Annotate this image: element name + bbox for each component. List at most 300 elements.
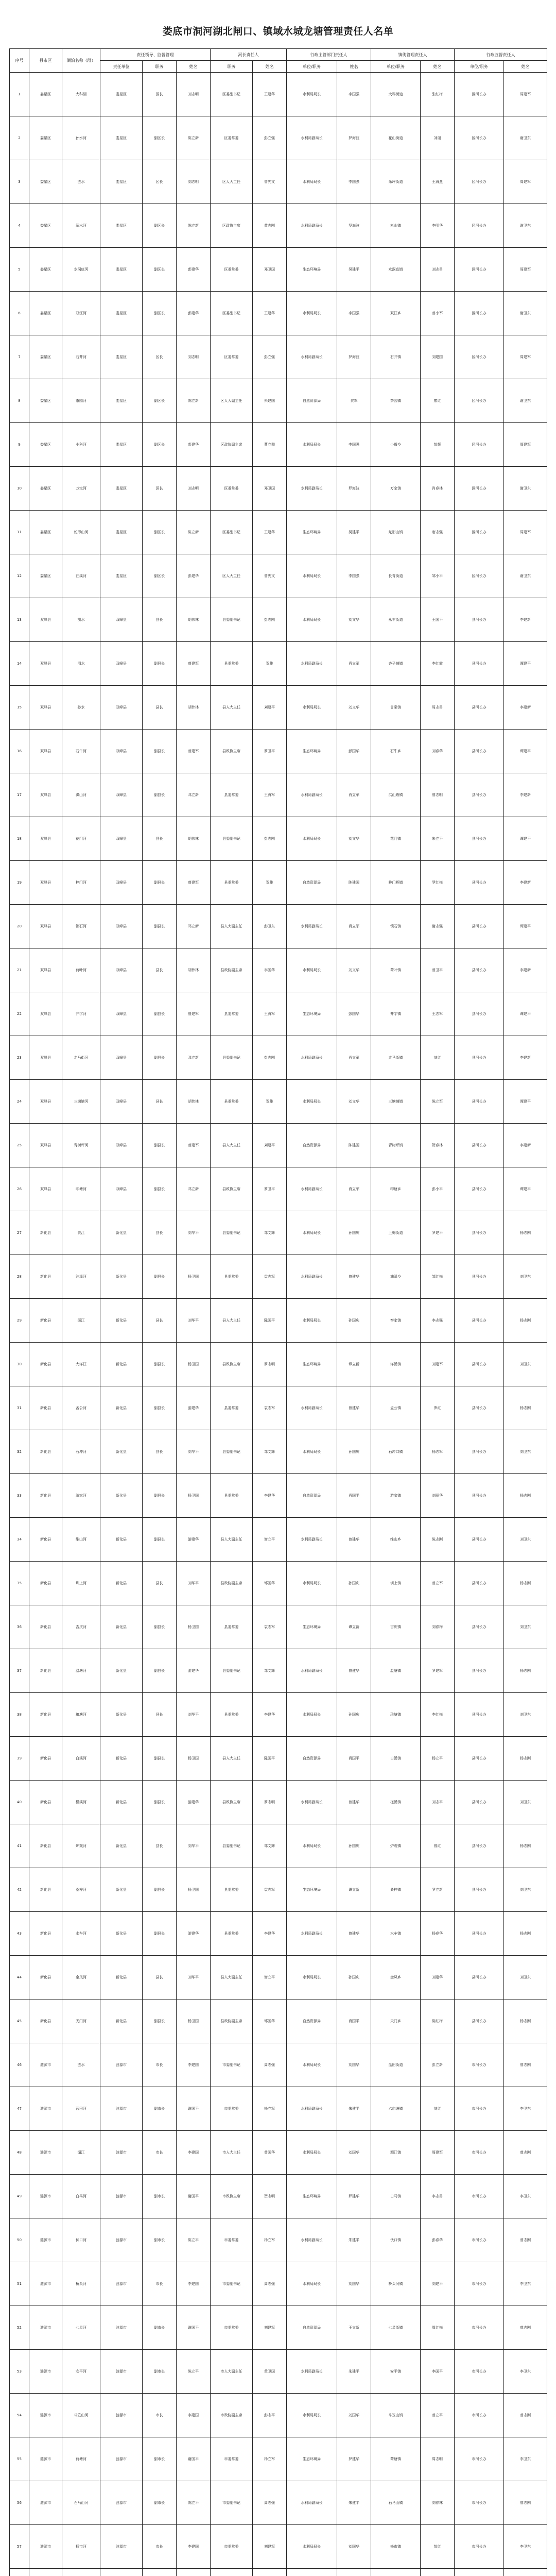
dept-unit-cell: 生态环境局 <box>287 511 337 554</box>
supervisor-name-cell: 谢卫东 <box>504 379 547 423</box>
table-row <box>10 1781 547 1824</box>
town-name-cell: 肖春林 <box>421 467 455 511</box>
town-unit-cell: 杉山镇 <box>371 204 421 248</box>
dept-unit-cell: 水利局局长 <box>287 2525 337 2569</box>
leader-name-cell: 李建国 <box>177 2043 211 2087</box>
responsible-unit-cell: 娄星区 <box>100 511 143 554</box>
river-chief-title-cell: 县委副书记 <box>211 1824 253 1868</box>
river-chief-title-cell: 县委常委 <box>211 1080 253 1124</box>
table-row <box>10 1167 547 1211</box>
river-chief-title-cell: 县政协主席 <box>211 1781 253 1824</box>
table-row <box>10 1124 547 1167</box>
dept-name-cell: 罗海波 <box>337 204 371 248</box>
row-number: 20 <box>10 905 29 948</box>
town-unit-cell: 白溪镇 <box>371 1737 421 1781</box>
river-chief-title-cell <box>211 2569 253 2576</box>
county-cell: 涟源市 <box>29 2481 62 2525</box>
river-chief-title-cell: 县委常委 <box>211 642 253 686</box>
town-name-cell: 张红梅 <box>421 73 455 116</box>
town-name-cell: 李志强 <box>421 1299 455 1343</box>
supervisor-name-cell: 周建军 <box>504 73 547 116</box>
county-cell: 新化县 <box>29 1518 62 1562</box>
leader-title-cell: 区长 <box>143 335 177 379</box>
table-row <box>10 1737 547 1781</box>
supervisor-unit-cell: 市河长办 <box>455 2437 504 2481</box>
dept-name-cell: 肖立军 <box>337 905 371 948</box>
responsible-unit-cell: 新化县 <box>100 1299 143 1343</box>
lake-name-cell: 油溪河 <box>62 1255 100 1299</box>
river-chief-name-cell: 袁志军 <box>253 1255 287 1299</box>
table-row <box>10 511 547 554</box>
supervisor-unit-cell: 区河长办 <box>455 511 504 554</box>
town-name-cell: 刘建国 <box>421 335 455 379</box>
lake-name-cell: 白溪河 <box>62 1737 100 1781</box>
supervisor-name-cell: 杨志刚 <box>504 1824 547 1868</box>
leader-name-cell: 彭建华 <box>177 423 211 467</box>
leader-name-cell: 邓立新 <box>177 1036 211 1080</box>
leader-name-cell: 陈立新 <box>177 204 211 248</box>
leader-title-cell: 区长 <box>143 467 177 511</box>
town-unit-cell: 青树坪镇 <box>371 1124 421 1167</box>
dept-unit-cell: 自然资源局 <box>287 861 337 905</box>
dept-name-cell: 刘国华 <box>337 2262 371 2306</box>
river-chief-name-cell: 朱建国 <box>253 379 287 423</box>
river-chief-name-cell: 袁志军 <box>253 1605 287 1649</box>
dept-unit-cell: 生态环境局 <box>287 1605 337 1649</box>
dept-unit-cell: 水利局副局长 <box>287 1386 337 1430</box>
county-cell: 双峰县 <box>29 861 62 905</box>
dept-unit-cell: 水利局副局长 <box>287 642 337 686</box>
river-chief-title-cell: 县委副书记 <box>211 817 253 861</box>
county-cell: 双峰县 <box>29 1124 62 1167</box>
river-chief-name-cell: 刘建平 <box>253 686 287 730</box>
supervisor-unit-cell: 区河长办 <box>455 160 504 204</box>
lake-name-cell: 安平河 <box>62 2350 100 2394</box>
river-chief-title-cell: 县委副书记 <box>211 1430 253 1474</box>
leader-title-cell: 副县长 <box>143 773 177 817</box>
table-body <box>10 73 547 2576</box>
town-unit-cell: 小碧乡 <box>371 423 421 467</box>
leader-name-cell: 邓立新 <box>177 905 211 948</box>
leader-name-cell: 陈立新 <box>177 116 211 160</box>
town-name-cell: 杨春华 <box>421 1912 455 1956</box>
supervisor-unit-cell: 县河长办 <box>455 1255 504 1299</box>
leader-title-cell: 副县长 <box>143 861 177 905</box>
supervisor-unit-cell: 县河长办 <box>455 1562 504 1605</box>
table-row <box>10 423 547 467</box>
county-cell: 涟源市 <box>29 2262 62 2306</box>
dept-unit-cell: 生态环境局 <box>287 2175 337 2218</box>
row-number: 54 <box>10 2394 29 2437</box>
river-chief-name-cell: 王海军 <box>253 773 287 817</box>
river-chief-name-cell: 周志强 <box>253 2481 287 2525</box>
supervisor-name-cell: 曾志刚 <box>504 2043 547 2087</box>
county-cell: 新化县 <box>29 1343 62 1386</box>
river-chief-title-cell: 县政协主席 <box>211 1343 253 1386</box>
lake-name-cell: 青树坪河 <box>62 1124 100 1167</box>
supervisor-unit-cell: 县河长办 <box>455 1737 504 1781</box>
leader-title-cell: 副区长 <box>143 248 177 292</box>
row-number: 11 <box>10 511 29 554</box>
table-row <box>10 905 547 948</box>
leader-name-cell: 谢国平 <box>177 2306 211 2350</box>
lake-name-cell: 石井河 <box>62 335 100 379</box>
leader-title-cell: 副县长 <box>143 1386 177 1430</box>
river-chief-title-cell: 县委常委 <box>211 992 253 1036</box>
dept-unit-cell: 水利局副局长 <box>287 1649 337 1693</box>
lake-name-cell: 游家河 <box>62 1474 100 1518</box>
lake-name-cell: 圳上河 <box>62 1562 100 1605</box>
leader-title-cell: 副县长 <box>143 992 177 1036</box>
responsible-unit-cell: 娄星区 <box>100 73 143 116</box>
supervisor-unit-cell: 市河长办 <box>455 2175 504 2218</box>
supervisor-unit-cell: 县河长办 <box>455 1474 504 1518</box>
river-chief-title-cell: 区委常委 <box>211 248 253 292</box>
dept-unit-cell: 水利局副局长 <box>287 1912 337 1956</box>
responsible-unit-cell: 新化县 <box>100 1562 143 1605</box>
responsible-unit-cell: 新化县 <box>100 1518 143 1562</box>
town-name-cell: 周志勇 <box>421 686 455 730</box>
supervisor-name-cell: 刘卫东 <box>504 1255 547 1299</box>
town-unit-cell: 石冲口镇 <box>371 1430 421 1474</box>
table-row <box>10 1649 547 1693</box>
lake-name-cell: 茶园河 <box>62 379 100 423</box>
county-cell <box>29 2569 62 2576</box>
supervisor-name-cell: 谢卫东 <box>504 292 547 335</box>
lake-name-cell: 梓门河 <box>62 861 100 905</box>
row-number: 23 <box>10 1036 29 1080</box>
town-name-cell: 周红梅 <box>421 2306 455 2350</box>
supervisor-name-cell: 曾志刚 <box>504 2306 547 2350</box>
lake-name-cell: 湄江 <box>62 2131 100 2175</box>
row-number: 56 <box>10 2481 29 2525</box>
leader-name-cell: 彭建华 <box>177 248 211 292</box>
supervisor-name-cell: 李建新 <box>504 1124 547 1167</box>
supervisor-unit-cell: 县河长办 <box>455 1518 504 1562</box>
header-group-e: 行政监督责任人 <box>455 49 547 61</box>
dept-name-cell: 孙国庆 <box>337 1299 371 1343</box>
leader-title-cell: 副市长 <box>143 2175 177 2218</box>
dept-unit-cell: 水利局局长 <box>287 1562 337 1605</box>
town-unit-cell: 大科街道 <box>371 73 421 116</box>
supervisor-name-cell: 刘卫东 <box>504 1693 547 1737</box>
town-unit-cell: 伏口镇 <box>371 2218 421 2262</box>
leader-name-cell: 刘志明 <box>177 467 211 511</box>
responsible-unit-cell: 双峰县 <box>100 686 143 730</box>
town-unit-cell: 维山乡 <box>371 1518 421 1562</box>
leader-title-cell: 区长 <box>143 73 177 116</box>
leader-name-cell: 陈立平 <box>177 2218 211 2262</box>
dept-unit-cell: 自然资源局 <box>287 1124 337 1167</box>
river-chief-title-cell: 市委常委 <box>211 2437 253 2481</box>
leader-name-cell: 杨卫国 <box>177 1868 211 1912</box>
supervisor-name-cell: 刘卫东 <box>504 1605 547 1649</box>
dept-unit-cell: 水利局副局长 <box>287 204 337 248</box>
town-unit-cell: 荷叶镇 <box>371 948 421 992</box>
leader-name-cell: 彭建华 <box>177 554 211 598</box>
table-row <box>10 116 547 160</box>
leader-title-cell: 副县长 <box>143 1868 177 1912</box>
river-chief-title-cell: 区政协主席 <box>211 204 253 248</box>
dept-name-cell: 李国强 <box>337 73 371 116</box>
supervisor-unit-cell: 县河长办 <box>455 598 504 642</box>
dept-name-cell: 刘文华 <box>337 1080 371 1124</box>
row-number: 9 <box>10 423 29 467</box>
supervisor-unit-cell: 县河长办 <box>455 1080 504 1124</box>
town-unit-cell <box>371 2569 421 2576</box>
responsible-unit-cell: 娄星区 <box>100 248 143 292</box>
leader-title-cell: 副市长 <box>143 2218 177 2262</box>
dept-name-cell: 彭国华 <box>337 730 371 773</box>
table-row <box>10 292 547 335</box>
supervisor-unit-cell: 市河长办 <box>455 2218 504 2262</box>
town-unit-cell: 炉观镇 <box>371 1824 421 1868</box>
river-chief-title-cell: 区人大副主任 <box>211 379 253 423</box>
row-number: 18 <box>10 817 29 861</box>
dept-unit-cell: 水利局局长 <box>287 1211 337 1255</box>
river-chief-title-cell: 县人大主任 <box>211 1737 253 1781</box>
dept-unit-cell: 自然资源局 <box>287 379 337 423</box>
table-row <box>10 1430 547 1474</box>
table-row <box>10 1036 547 1080</box>
lake-name-cell: 金凤河 <box>62 1956 100 1999</box>
leader-name-cell: 杨卫国 <box>177 1343 211 1386</box>
supervisor-name-cell: 刘卫东 <box>504 1343 547 1386</box>
leader-name-cell: 曾建军 <box>177 642 211 686</box>
responsible-unit-cell: 娄星区 <box>100 379 143 423</box>
leader-title-cell: 县长 <box>143 1430 177 1474</box>
leader-name-cell: 刘志明 <box>177 335 211 379</box>
row-number: 21 <box>10 948 29 992</box>
river-chief-title-cell: 县人大副主任 <box>211 1956 253 1999</box>
town-unit-cell: 石牛乡 <box>371 730 421 773</box>
river-chief-name-cell: 陈国平 <box>253 1737 287 1781</box>
river-chief-title-cell: 区委常委 <box>211 116 253 160</box>
dept-name-cell: 李国强 <box>337 292 371 335</box>
town-unit-cell: 杏子铺镇 <box>371 642 421 686</box>
town-unit-cell: 斗笠山镇 <box>371 2394 421 2437</box>
row-number: 25 <box>10 1124 29 1167</box>
dept-name-cell: 贺军 <box>337 379 371 423</box>
town-unit-cell: 花门镇 <box>371 817 421 861</box>
leader-name-cell: 胡伟林 <box>177 686 211 730</box>
leader-name-cell: 陈立平 <box>177 2350 211 2394</box>
responsible-unit-cell: 涟源市 <box>100 2175 143 2218</box>
county-cell: 新化县 <box>29 1649 62 1693</box>
leader-name-cell: 刘华平 <box>177 1211 211 1255</box>
town-unit-cell: 桑梓镇 <box>371 1868 421 1912</box>
leader-title-cell: 副县长 <box>143 1036 177 1080</box>
lake-name-cell: 油溪河 <box>62 554 100 598</box>
row-number: 3 <box>10 160 29 204</box>
river-chief-title-cell: 市人大副主任 <box>211 2350 253 2394</box>
lake-name-cell: 双江河 <box>62 292 100 335</box>
table-header <box>10 49 547 73</box>
supervisor-unit-cell: 县河长办 <box>455 1343 504 1386</box>
lake-name-cell: 孟公河 <box>62 1386 100 1430</box>
responsible-unit-cell <box>100 2569 143 2576</box>
supervisor-name-cell: 李建新 <box>504 861 547 905</box>
leader-title-cell: 县长 <box>143 1211 177 1255</box>
town-name-cell: 杨立平 <box>421 1737 455 1781</box>
town-name-cell: 彭小平 <box>421 1167 455 1211</box>
leader-title-cell: 县长 <box>143 1080 177 1124</box>
supervisor-unit-cell: 区河长办 <box>455 73 504 116</box>
dept-unit-cell: 水利局局长 <box>287 948 337 992</box>
responsible-unit-cell: 新化县 <box>100 1430 143 1474</box>
dept-name-cell: 曾建华 <box>337 1255 371 1299</box>
table-row <box>10 73 547 116</box>
dept-name-cell: 孙国庆 <box>337 1956 371 1999</box>
subheader: 单位/职务 <box>371 61 421 73</box>
supervisor-name-cell: 杨志刚 <box>504 1912 547 1956</box>
river-chief-name-cell: 刘建军 <box>253 2525 287 2569</box>
row-number: 46 <box>10 2043 29 2087</box>
town-name-cell: 李志勇 <box>421 2175 455 2218</box>
town-unit-cell: 白马镇 <box>371 2175 421 2218</box>
responsible-unit-cell: 新化县 <box>100 1605 143 1649</box>
dept-unit-cell: 水利局副局长 <box>287 2087 337 2131</box>
table-row <box>10 1080 547 1124</box>
table-row <box>10 160 547 204</box>
header-group-a: 责任领导、监督管理 <box>100 49 211 61</box>
responsible-unit-cell: 双峰县 <box>100 1036 143 1080</box>
row-number: 7 <box>10 335 29 379</box>
town-unit-cell: 游家镇 <box>371 1474 421 1518</box>
leader-title-cell: 副县长 <box>143 730 177 773</box>
town-unit-cell: 乐坪街道 <box>371 160 421 204</box>
lake-name-cell: 伏口河 <box>62 2218 100 2262</box>
river-chief-name-cell: 罗卫平 <box>253 1167 287 1211</box>
supervisor-name-cell: 杨志刚 <box>504 1474 547 1518</box>
town-name-cell: 唐志强 <box>421 511 455 554</box>
leader-title-cell: 县长 <box>143 948 177 992</box>
river-chief-name-cell: 刘建军 <box>253 2306 287 2350</box>
lake-name-cell: 石牛河 <box>62 730 100 773</box>
dept-name-cell: 谭立新 <box>337 1868 371 1912</box>
river-chief-name-cell: 黄卫国 <box>253 2350 287 2394</box>
dept-unit-cell: 水利局副局长 <box>287 467 337 511</box>
town-name-cell: 彭春华 <box>421 2218 455 2262</box>
leader-name-cell: 杨卫国 <box>177 1999 211 2043</box>
county-cell: 新化县 <box>29 1868 62 1912</box>
lake-name-cell: 七星河 <box>62 2306 100 2350</box>
leader-name-cell: 胡伟林 <box>177 948 211 992</box>
row-number: 38 <box>10 1693 29 1737</box>
county-cell: 涟源市 <box>29 2043 62 2087</box>
river-chief-title-cell: 区委常委 <box>211 335 253 379</box>
supervisor-name-cell: 周建军 <box>504 248 547 292</box>
row-number: 24 <box>10 1080 29 1124</box>
supervisor-unit-cell: 县河长办 <box>455 1036 504 1080</box>
river-chief-name-cell: 彭立强 <box>253 335 287 379</box>
river-chief-title-cell: 区人大主任 <box>211 160 253 204</box>
dept-name-cell: 谭立新 <box>337 1605 371 1649</box>
table-row <box>10 2569 547 2576</box>
leader-title-cell: 副县长 <box>143 642 177 686</box>
leader-title-cell: 副县长 <box>143 1255 177 1299</box>
leader-title-cell: 市长 <box>143 2525 177 2569</box>
supervisor-unit-cell: 区河长办 <box>455 248 504 292</box>
town-unit-cell: 七星街镇 <box>371 2306 421 2350</box>
leader-name-cell <box>177 2569 211 2576</box>
table-row <box>10 598 547 642</box>
town-unit-cell: 印塘乡 <box>371 1167 421 1211</box>
town-unit-cell: 吉庆镇 <box>371 1605 421 1649</box>
table-row <box>10 2262 547 2306</box>
river-chief-title-cell: 区委常委 <box>211 467 253 511</box>
river-chief-title-cell: 市委常委 <box>211 2087 253 2131</box>
row-number <box>10 2569 29 2576</box>
supervisor-unit-cell: 县河长办 <box>455 1781 504 1824</box>
supervisor-name-cell: 杨志刚 <box>504 1299 547 1343</box>
lake-name-cell: 孙水河 <box>62 116 100 160</box>
town-name-cell: 刘红 <box>421 2087 455 2131</box>
county-cell: 双峰县 <box>29 948 62 992</box>
row-number: 17 <box>10 773 29 817</box>
county-cell: 新化县 <box>29 1824 62 1868</box>
row-number: 13 <box>10 598 29 642</box>
river-chief-title-cell: 县人大主任 <box>211 686 253 730</box>
town-unit-cell: 走马街镇 <box>371 1036 421 1080</box>
supervisor-unit-cell: 县河长办 <box>455 1999 504 2043</box>
supervisor-name-cell: 刘卫东 <box>504 1868 547 1912</box>
dept-unit-cell: 水利局局长 <box>287 817 337 861</box>
table-row <box>10 2175 547 2218</box>
town-name-cell: 曾卫平 <box>421 948 455 992</box>
row-number: 27 <box>10 1211 29 1255</box>
responsible-unit-cell: 双峰县 <box>100 861 143 905</box>
row-number: 45 <box>10 1999 29 2043</box>
county-cell: 新化县 <box>29 1956 62 1999</box>
town-name-cell: 刘志平 <box>421 1781 455 1824</box>
leader-title-cell: 县长 <box>143 1299 177 1343</box>
town-name-cell: 刘建军 <box>421 1343 455 1386</box>
responsible-unit-cell: 双峰县 <box>100 992 143 1036</box>
dept-name-cell: 孙国庆 <box>337 1211 371 1255</box>
river-chief-title-cell: 市委副书记 <box>211 2043 253 2087</box>
county-cell: 涟源市 <box>29 2175 62 2218</box>
river-chief-name-cell: 曾宪文 <box>253 554 287 598</box>
town-name-cell: 邹小平 <box>421 554 455 598</box>
table-row <box>10 1518 547 1562</box>
river-chief-title-cell: 区人大主任 <box>211 554 253 598</box>
leader-title-cell: 副县长 <box>143 905 177 948</box>
river-chief-name-cell: 谢立平 <box>253 1956 287 1999</box>
dept-name-cell: 刘文华 <box>337 598 371 642</box>
table-row <box>10 2525 547 2569</box>
subheader: 姓名 <box>337 61 371 73</box>
river-chief-name-cell: 邓卫国 <box>253 248 287 292</box>
town-name-cell: 罗红梅 <box>421 861 455 905</box>
table-row <box>10 467 547 511</box>
leader-title-cell: 副区长 <box>143 292 177 335</box>
lake-name-cell: 温塘河 <box>62 1649 100 1693</box>
supervisor-unit-cell: 区河长办 <box>455 423 504 467</box>
row-number: 43 <box>10 1912 29 1956</box>
town-unit-cell: 蛇形山镇 <box>371 511 421 554</box>
leader-title-cell: 县长 <box>143 1824 177 1868</box>
responsible-unit-cell: 涟源市 <box>100 2087 143 2131</box>
leader-name-cell: 游建华 <box>177 1912 211 1956</box>
leader-name-cell: 邓立新 <box>177 773 211 817</box>
row-number: 52 <box>10 2306 29 2350</box>
town-unit-cell: 蓝田街道 <box>371 2043 421 2087</box>
leader-name-cell: 李建国 <box>177 2525 211 2569</box>
supervisor-name-cell: 李建新 <box>504 598 547 642</box>
leader-name-cell: 刘华平 <box>177 1562 211 1605</box>
document-page <box>9 9 547 2576</box>
